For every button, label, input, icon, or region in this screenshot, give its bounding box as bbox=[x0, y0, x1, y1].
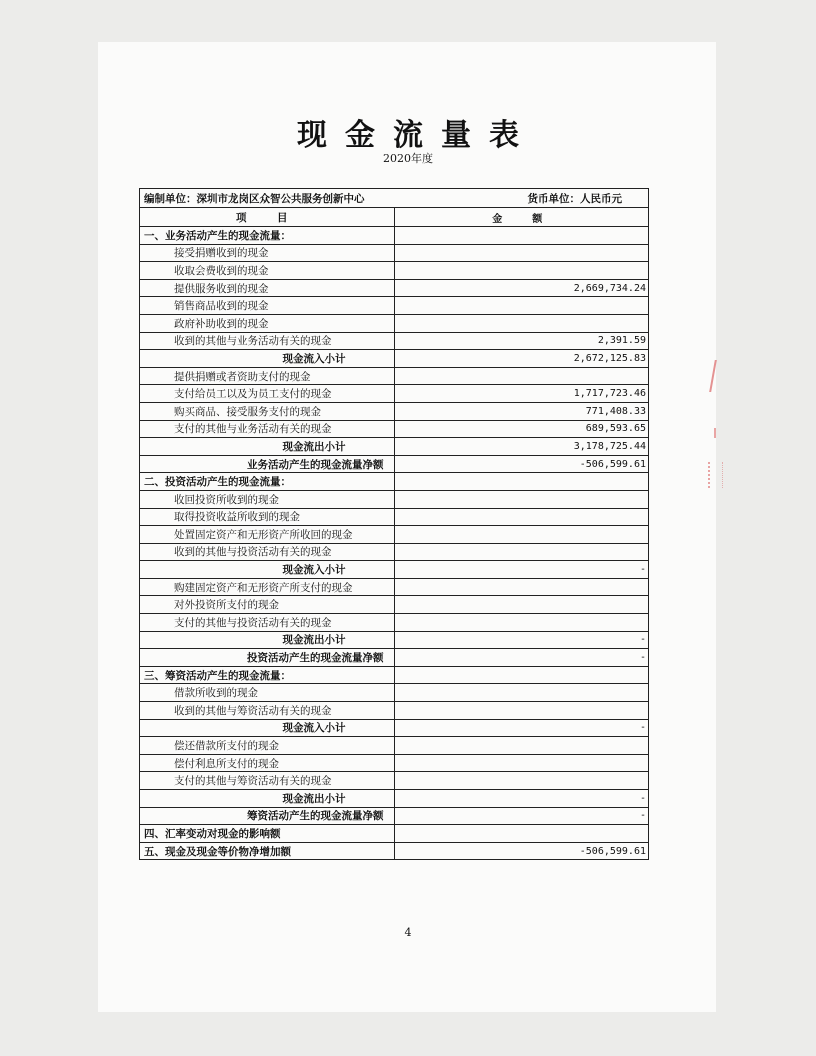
row-amount: - bbox=[394, 561, 649, 579]
table-row bbox=[140, 684, 649, 702]
report-year: 2020年度 bbox=[383, 152, 433, 165]
table-row bbox=[140, 754, 649, 772]
table-row bbox=[140, 719, 649, 737]
row-amount: - bbox=[394, 790, 649, 808]
row-label: 现金流入小计 bbox=[140, 350, 395, 368]
row-amount: - bbox=[394, 807, 649, 825]
row-label: 投资活动产生的现金流量净额 bbox=[140, 649, 395, 667]
table-row bbox=[140, 262, 649, 280]
page-number: 4 bbox=[404, 926, 412, 939]
table-row bbox=[140, 508, 649, 526]
table-row bbox=[140, 543, 649, 561]
row-amount bbox=[394, 490, 649, 508]
row-label: 政府补助收到的现金 bbox=[140, 314, 395, 332]
row-amount bbox=[394, 578, 649, 596]
row-label: 现金流出小计 bbox=[140, 790, 395, 808]
page-title: 现金流量表 bbox=[297, 118, 537, 153]
row-label: 支付的其他与业务活动有关的现金 bbox=[140, 420, 395, 438]
row-label: 二、投资活动产生的现金流量： bbox=[140, 473, 395, 491]
table-row bbox=[140, 244, 649, 262]
table-row bbox=[140, 490, 649, 508]
row-label: 购买商品、接受服务支付的现金 bbox=[140, 402, 395, 420]
row-label: 提供服务收到的现金 bbox=[140, 279, 395, 297]
table-row bbox=[140, 438, 649, 456]
row-label: 对外投资所支付的现金 bbox=[140, 596, 395, 614]
table-row bbox=[140, 227, 649, 245]
row-label: 三、筹资活动产生的现金流量： bbox=[140, 666, 395, 684]
table-row bbox=[140, 332, 649, 350]
table-row bbox=[140, 402, 649, 420]
row-label: 偿还借款所支付的现金 bbox=[140, 737, 395, 755]
row-amount: 771,408.33 bbox=[394, 402, 649, 420]
table-row bbox=[140, 596, 649, 614]
table-row bbox=[140, 420, 649, 438]
currency-label: 货币单位：人民币元 bbox=[527, 192, 622, 205]
row-amount: 689,593.65 bbox=[394, 420, 649, 438]
row-amount bbox=[394, 596, 649, 614]
table-row bbox=[140, 578, 649, 596]
row-amount bbox=[394, 737, 649, 755]
row-label: 借款所收到的现金 bbox=[140, 684, 395, 702]
row-amount bbox=[394, 473, 649, 491]
row-label: 四、汇率变动对现金的影响额 bbox=[140, 825, 395, 843]
row-amount bbox=[394, 614, 649, 632]
row-label: 五、现金及现金等价物净增加额 bbox=[140, 842, 395, 860]
table-row bbox=[140, 807, 649, 825]
row-amount bbox=[394, 825, 649, 843]
row-amount bbox=[394, 314, 649, 332]
table-row bbox=[140, 473, 649, 491]
row-label: 取得投资收益所收到的现金 bbox=[140, 508, 395, 526]
row-label: 现金流入小计 bbox=[140, 719, 395, 737]
row-label: 现金流出小计 bbox=[140, 631, 395, 649]
row-label: 收到的其他与投资活动有关的现金 bbox=[140, 543, 395, 561]
row-label: 收回投资所收到的现金 bbox=[140, 490, 395, 508]
cash-flow-table bbox=[139, 188, 649, 860]
table-row bbox=[140, 842, 649, 860]
table-row bbox=[140, 631, 649, 649]
row-amount bbox=[394, 772, 649, 790]
row-label: 现金流入小计 bbox=[140, 561, 395, 579]
row-amount: - bbox=[394, 631, 649, 649]
row-amount bbox=[394, 262, 649, 280]
table-row bbox=[140, 790, 649, 808]
row-amount: 2,672,125.83 bbox=[394, 350, 649, 368]
row-label: 支付的其他与筹资活动有关的现金 bbox=[140, 772, 395, 790]
row-label: 业务活动产生的现金流量净额 bbox=[140, 455, 395, 473]
table-row bbox=[140, 314, 649, 332]
row-amount bbox=[394, 367, 649, 385]
table-row bbox=[140, 702, 649, 720]
table-row bbox=[140, 614, 649, 632]
row-amount bbox=[394, 297, 649, 315]
table-row bbox=[140, 279, 649, 297]
row-amount: -506,599.61 bbox=[394, 455, 649, 473]
red-seal-mark bbox=[708, 462, 723, 488]
row-amount bbox=[394, 754, 649, 772]
row-label: 接受捐赠收到的现金 bbox=[140, 244, 395, 262]
row-amount bbox=[394, 666, 649, 684]
org-label: 编制单位：深圳市龙岗区众智公共服务创新中心 bbox=[144, 192, 365, 205]
row-amount bbox=[394, 543, 649, 561]
column-header-item: 项 目 bbox=[140, 208, 395, 227]
table-row bbox=[140, 455, 649, 473]
table-row bbox=[140, 772, 649, 790]
row-label: 偿付利息所支付的现金 bbox=[140, 754, 395, 772]
table-unit-row bbox=[140, 189, 649, 208]
row-label: 销售商品收到的现金 bbox=[140, 297, 395, 315]
row-amount: 3,178,725.44 bbox=[394, 438, 649, 456]
row-label: 支付给员工以及为员工支付的现金 bbox=[140, 385, 395, 403]
row-label: 购建固定资产和无形资产所支付的现金 bbox=[140, 578, 395, 596]
row-amount: - bbox=[394, 649, 649, 667]
row-amount bbox=[394, 227, 649, 245]
table-row bbox=[140, 526, 649, 544]
row-amount: -506,599.61 bbox=[394, 842, 649, 860]
row-label: 收到的其他与筹资活动有关的现金 bbox=[140, 702, 395, 720]
table-row bbox=[140, 367, 649, 385]
table-row bbox=[140, 825, 649, 843]
row-amount: 2,391.59 bbox=[394, 332, 649, 350]
row-amount: 1,717,723.46 bbox=[394, 385, 649, 403]
table-row bbox=[140, 297, 649, 315]
row-label: 收到的其他与业务活动有关的现金 bbox=[140, 332, 395, 350]
table-row bbox=[140, 385, 649, 403]
table-row bbox=[140, 561, 649, 579]
row-label: 一、业务活动产生的现金流量： bbox=[140, 227, 395, 245]
row-amount bbox=[394, 244, 649, 262]
row-label: 支付的其他与投资活动有关的现金 bbox=[140, 614, 395, 632]
red-seal-mark bbox=[714, 428, 722, 438]
table-row bbox=[140, 737, 649, 755]
row-amount bbox=[394, 526, 649, 544]
column-header-amount: 金 额 bbox=[394, 208, 649, 227]
row-label: 处置固定资产和无形资产所收回的现金 bbox=[140, 526, 395, 544]
table-row bbox=[140, 350, 649, 368]
row-amount: - bbox=[394, 719, 649, 737]
row-label: 现金流出小计 bbox=[140, 438, 395, 456]
row-label: 筹资活动产生的现金流量净额 bbox=[140, 807, 395, 825]
row-amount bbox=[394, 508, 649, 526]
row-amount bbox=[394, 702, 649, 720]
row-amount: 2,669,734.24 bbox=[394, 279, 649, 297]
row-label: 提供捐赠或者资助支付的现金 bbox=[140, 367, 395, 385]
table-row bbox=[140, 649, 649, 667]
table-row bbox=[140, 666, 649, 684]
row-amount bbox=[394, 684, 649, 702]
row-label: 收取会费收到的现金 bbox=[140, 262, 395, 280]
table-header-row bbox=[140, 208, 649, 227]
